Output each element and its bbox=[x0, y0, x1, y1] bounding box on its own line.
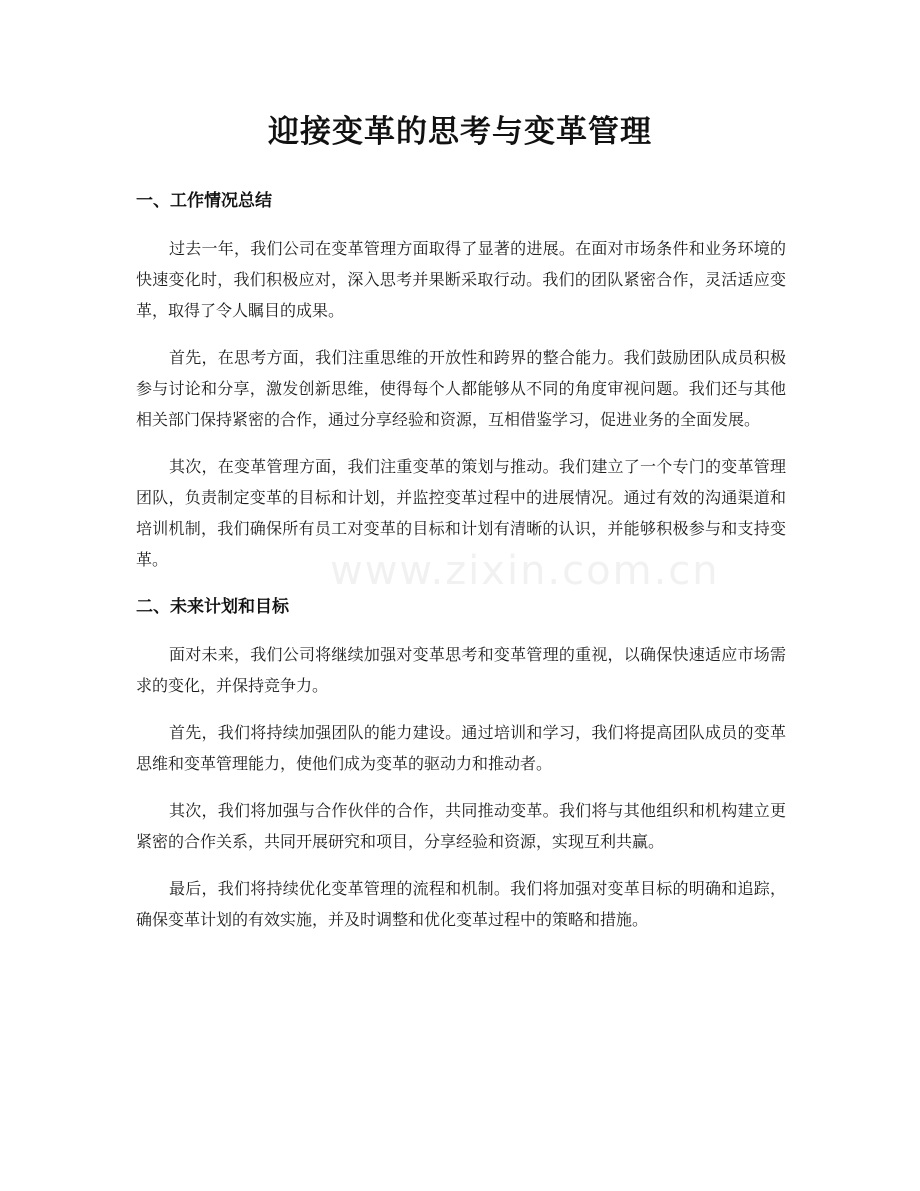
paragraph: 最后，我们将持续优化变革管理的流程和机制。我们将加强对变革目标的明确和追踪，确保变革计划的有效实施，并及时调整和优化变革过程中的策略和措施。 bbox=[136, 879, 786, 929]
section-work-summary bbox=[136, 185, 786, 575]
watermark: www.zixin.com.cn bbox=[330, 548, 720, 594]
paragraph: 其次，在变革管理方面，我们注重变革的策划与推动。我们建立了一个专门的变革管理团队，负责制定变革的目标和计划，并监控变革过程中的进展情况。通过有效的沟通渠道和培训机制，我们确保所有员工对变革的目标和计划有清晰的认识，并能够积极参与和支持变革。 bbox=[136, 457, 786, 569]
section-heading: 一、工作情况总结 bbox=[136, 191, 272, 211]
paragraph: 首先，在思考方面，我们注重思维的开放性和跨界的整合能力。我们鼓励团队成员积极参与讨论和分享，激发创新思维，使得每个人都能够从不同的角度审视问题。我们还与其他相关部门保持紧密的合作，通过分享经验和资源，互相借鉴学习，促进业务的全面发展。 bbox=[136, 348, 786, 429]
document-body bbox=[136, 185, 786, 951]
section-future-plans bbox=[136, 591, 786, 935]
document-title: 迎接变革的思考与变革管理 bbox=[268, 114, 652, 150]
paragraph: 其次，我们将加强与合作伙伴的合作，共同推动变革。我们将与其他组织和机构建立更紧密的合作关系，共同开展研究和项目，分享经验和资源，实现互利共赢。 bbox=[136, 801, 786, 851]
paragraph: 过去一年，我们公司在变革管理方面取得了显著的进展。在面对市场条件和业务环境的快速变化时，我们积极应对，深入思考并果断采取行动。我们的团队紧密合作，灵活适应变革，取得了令人瞩目的成果。 bbox=[136, 239, 786, 320]
paragraph: 面对未来，我们公司将继续加强对变革思考和变革管理的重视，以确保快速适应市场需求的变化，并保持竞争力。 bbox=[136, 645, 786, 695]
section-heading: 二、未来计划和目标 bbox=[136, 597, 289, 617]
paragraph: 首先，我们将持续加强团队的能力建设。通过培训和学习，我们将提高团队成员的变革思维和变革管理能力，使他们成为变革的驱动力和推动者。 bbox=[136, 723, 786, 773]
